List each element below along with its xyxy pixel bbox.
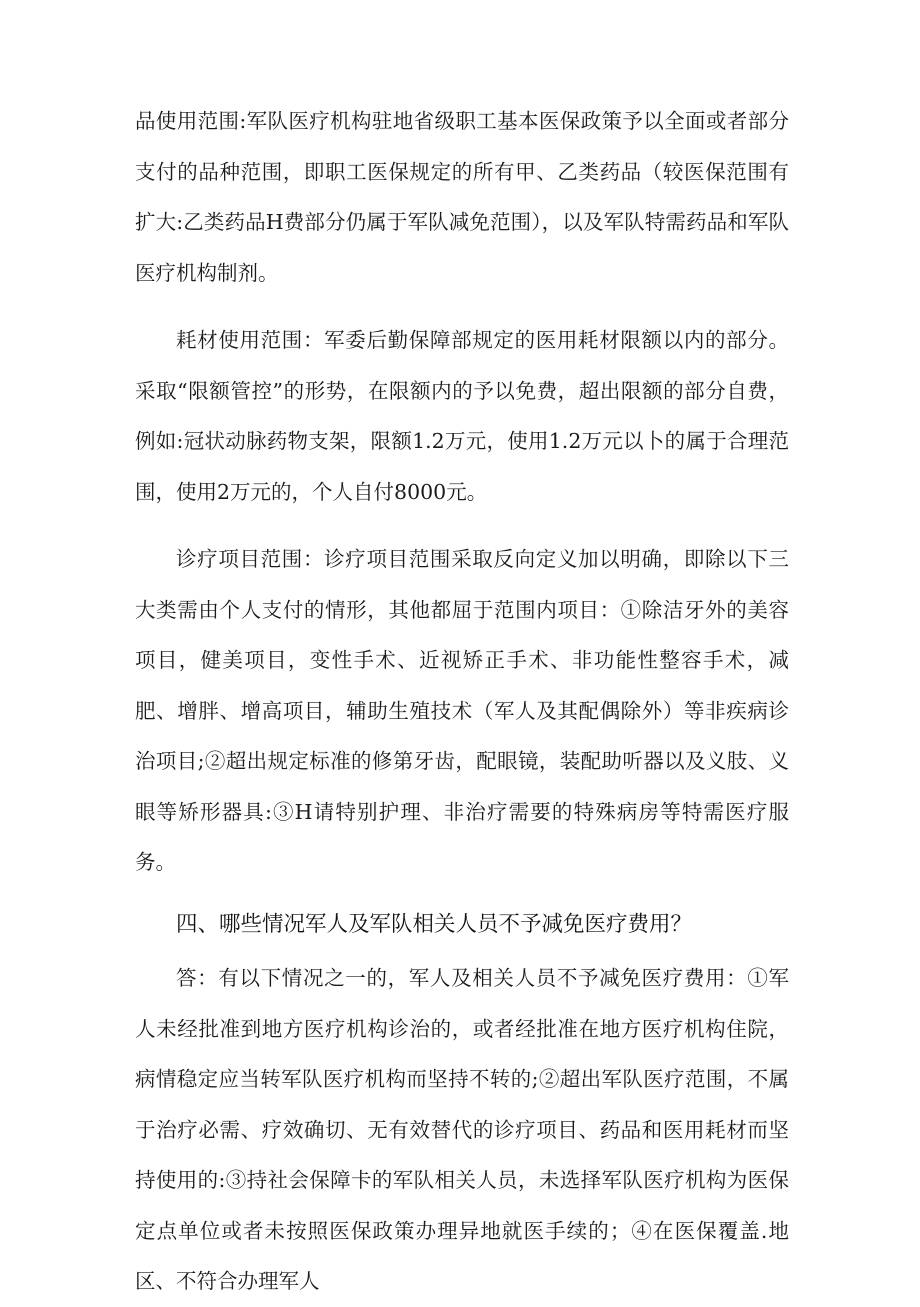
document-body xyxy=(135,96,789,1307)
section-heading: 四、哪些情况军人及军队相关人员不予减免医疗费用？ xyxy=(176,911,693,937)
consumables-scope-paragraph: 耗材使用范围：军委后勤保障部规定的医用耗材限额以内的部分。采取“限额管控”的形势，在限额内的予以免费，超出限额的部分自费，例如:冠状动脉药物支架，限额1.2万元，使用1.2万元以卜的属于合理范围，使用2万元的，个人自付8000元。 xyxy=(135,328,789,504)
answer-paragraph: 答：有以下情况之一的，军人及相关人员不予减免医疗费用：①军人未经批准到地方医疗机构诊治的，或者经批准在地方医疗机构住院，病情稳定应当转军队医疗机构而坚持不转的;②超出军队医疗范围，不属于治疗必需、疗效确切、无有效替代的诊疗项目、药品和医用耗材而坚持使用的:③持社会保障卡的军队相关人员，未选择军队医疗机构为医保定点单位或者未按照医保政策办理异地就医手续的；④在医保覆盖.地区、不符合办理军人 xyxy=(135,966,789,1293)
treatment-scope-paragraph: 诊疗项目范围：诊疗项目范围采取反向定义加以明确，即除以下三大类需由个人支付的情形，其他都屈于范围内项目：①除洁牙外的美容项目，健美项目，变性手术、近视矫正手术、非功能性整容手术，减肥、增胖、增高项目，辅助生殖技术（军人及其配偶除外）等非疾病诊治项目;②超出规定标准的修第牙齿，配眼镜，装配助听器以及义肢、义眼等矫形器具:③H请特别护理、非治疗需要的特殊病房等特需医疗服务。 xyxy=(135,547,789,874)
drug-scope-paragraph: 品使用范围:军队医疗机构驻地省级职工基本医保政策予以全面或者部分支付的品种范围，即职工医保规定的所有甲、乙类药品（较医保范围有扩大:乙类药品H费部分仍属于军队减免范围），以及军队特需药品和军队医疗机构制剂。 xyxy=(135,109,789,285)
